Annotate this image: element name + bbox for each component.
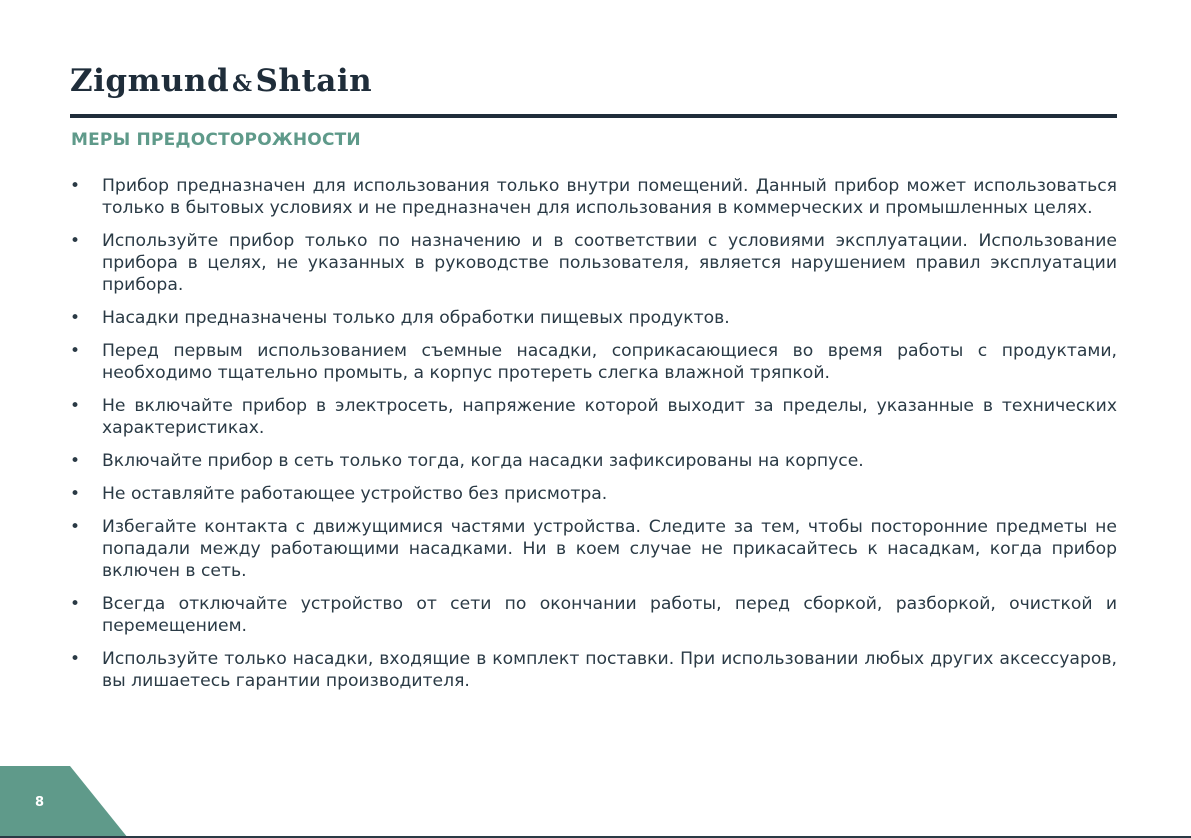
bullet-icon: • — [70, 451, 81, 471]
bullet-icon: • — [70, 649, 81, 669]
list-item-text: Избегайте контакта с движущимися частями устройства. Следите за тем, чтобы посторонние предметы не попадали между работающими насадками. Ни в коем случае не прикасайтесь к насадкам, когда прибор включен в сеть. — [102, 517, 1117, 581]
list-item — [70, 450, 1117, 472]
bullet-icon: • — [70, 176, 81, 196]
list-item — [70, 593, 1117, 637]
bullet-icon: • — [70, 308, 81, 328]
list-item-text: Прибор предназначен для использования только внутри помещений. Данный прибор может использоваться только в бытовых условиях и не предназначен для использования в коммерческих и промышленных целях. — [102, 176, 1117, 218]
list-item-text: Не включайте прибор в электросеть, напряжение которой выходит за пределы, указанные в технических характеристиках. — [102, 396, 1117, 438]
bullet-icon: • — [70, 594, 81, 614]
logo-right-text: Shtain — [255, 63, 373, 99]
list-item — [70, 230, 1117, 296]
list-item — [70, 175, 1117, 219]
header-divider — [70, 114, 1117, 118]
precautions-list — [70, 175, 1117, 703]
section-title: МЕРЫ ПРЕДОСТОРОЖНОСТИ — [71, 130, 361, 150]
page-number: 8 — [35, 795, 45, 810]
list-item — [70, 395, 1117, 439]
list-item-text: Включайте прибор в сеть только тогда, когда насадки зафиксированы на корпусе. — [102, 451, 864, 471]
list-item — [70, 307, 1117, 329]
list-item-text: Насадки предназначены только для обработки пищевых продуктов. — [102, 308, 730, 328]
bullet-icon: • — [70, 231, 81, 251]
logo-left-text: Zigmund — [70, 63, 230, 99]
bullet-icon: • — [70, 484, 81, 504]
brand-logo — [70, 63, 373, 99]
list-item-text: Не оставляйте работающее устройство без присмотра. — [102, 484, 608, 504]
list-item-text: Используйте прибор только по назначению и в соответствии с условиями эксплуатации. Использование прибора в целях, не указанных в руководстве пользователя, является нарушением правил эксплуатации прибора. — [102, 231, 1117, 295]
list-item-text: Всегда отключайте устройство от сети по окончании работы, перед сборкой, разборкой, очисткой и перемещением. — [102, 594, 1117, 636]
list-item-text: Перед первым использованием съемные насадки, соприкасающиеся во время работы с продуктами, необходимо тщательно промыть, а корпус протереть слегка влажной тряпкой. — [102, 341, 1117, 383]
list-item-text: Используйте только насадки, входящие в комплект поставки. При использовании любых других аксессуаров, вы лишаетесь гарантии производителя. — [102, 649, 1117, 691]
page-corner-tab — [0, 766, 130, 838]
list-item — [70, 648, 1117, 692]
bullet-icon: • — [70, 341, 81, 361]
bullet-icon: • — [70, 396, 81, 416]
list-item — [70, 483, 1117, 505]
list-item — [70, 516, 1117, 582]
list-item — [70, 340, 1117, 384]
bullet-icon: • — [70, 517, 81, 537]
logo-ampersand: & — [232, 71, 253, 97]
